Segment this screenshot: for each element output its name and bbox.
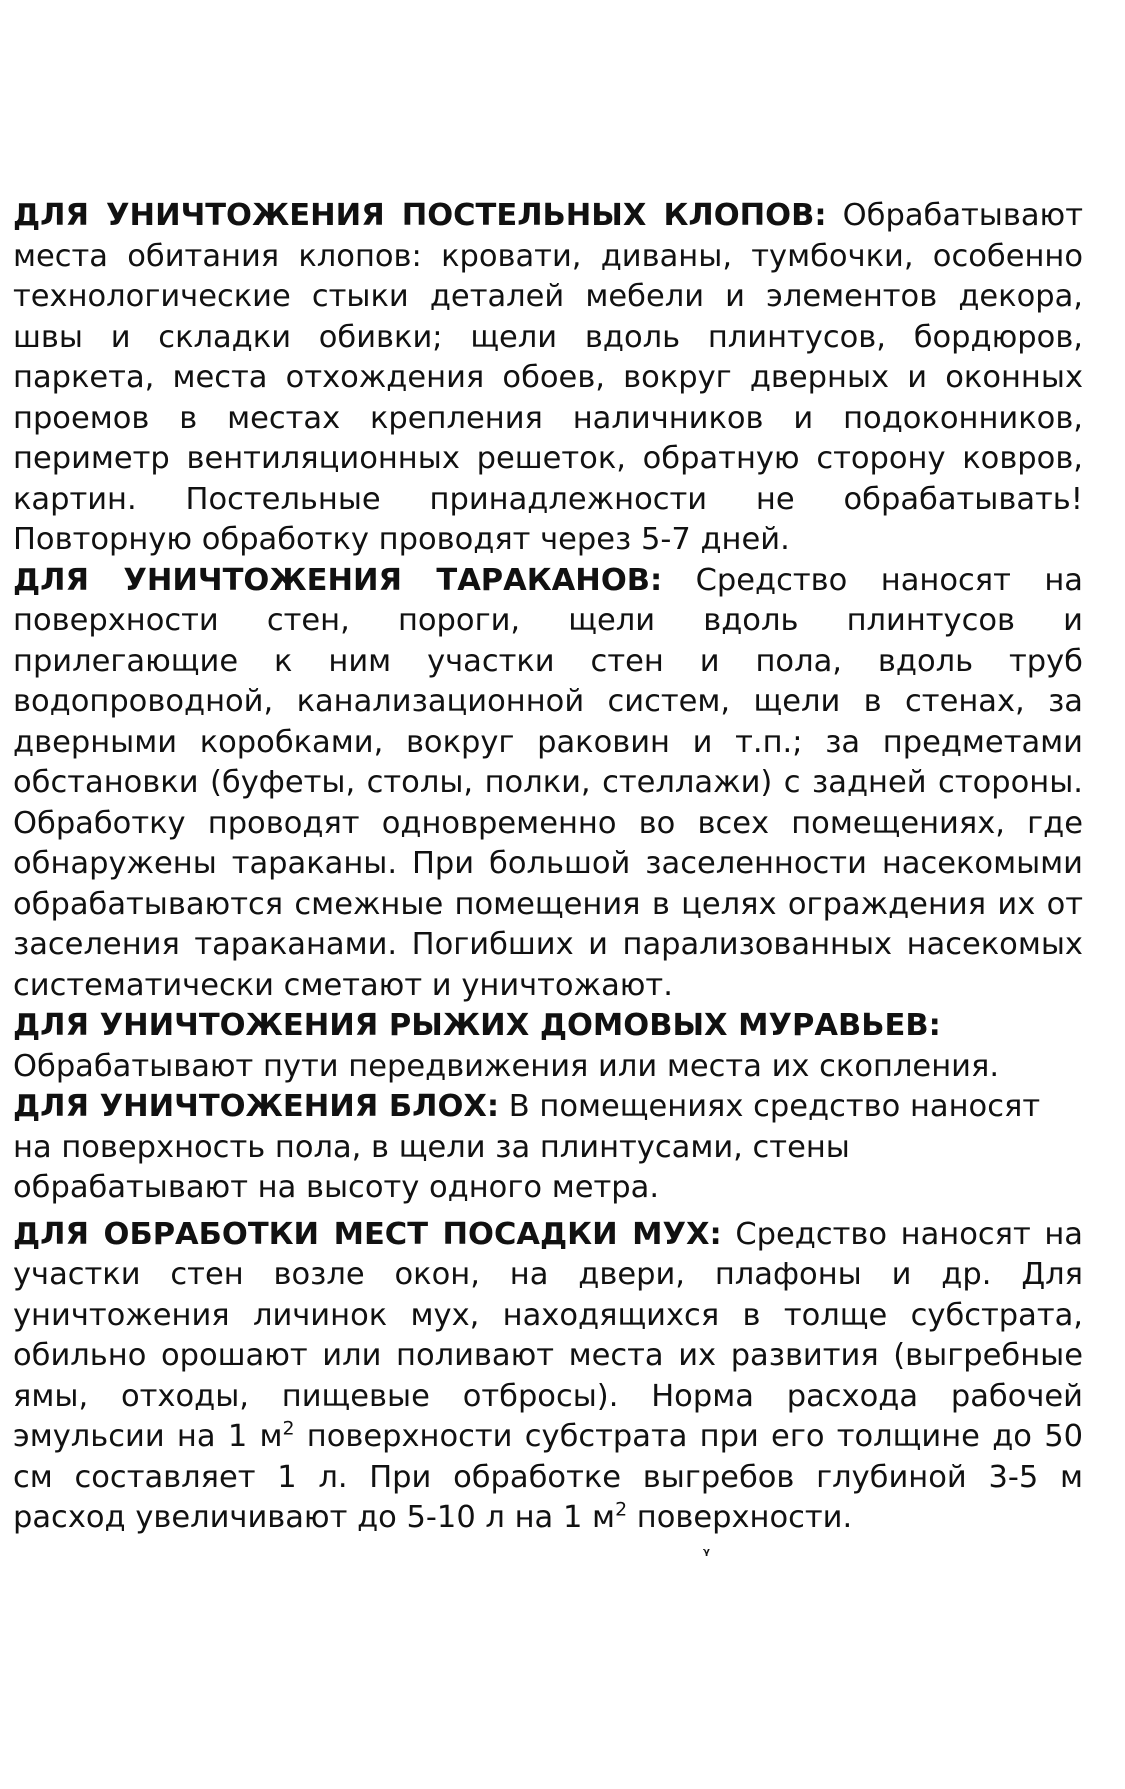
section-text-part-c: поверхности.	[627, 1500, 853, 1535]
section-heading: ДЛЯ УНИЧТОЖЕНИЯ ТАРАКАНОВ:	[13, 562, 663, 598]
section-text-part-b: поверхности субстрата при его толщине до 50 см составляет 1 л. При обработке выгребов глубиной 3-5 м расход увеличивают до 5-10 л на 1 м	[13, 1419, 1084, 1535]
section-text: В помещениях средство наносят на поверхность пола, в щели за плинтусами, стены обрабатывают на высоту одного метра.	[13, 1089, 1041, 1205]
section-text: Обрабатывают пути передвижения или места их скопления.	[13, 1048, 1000, 1084]
section-fleas	[13, 1087, 1083, 1209]
superscript-square: 2	[282, 1417, 295, 1440]
section-heading: ДЛЯ ОБРАБОТКИ МЕСТ ПОСАДКИ МУХ:	[13, 1216, 722, 1252]
section-cockroaches	[13, 561, 1083, 1007]
section-text: Обрабатывают места обитания клопов: кровати, диваны, тумбочки, особенно технологические стыки деталей мебели и элементов декора, швы и складки обивки; щели вдоль плинтусов, бордюров, паркета, места отхождения обоев, вокруг дверных и оконных проемов в местах крепления наличников и подоконников, периметр вентиляционных решеток, обратную сторону ковров, картин. Постельные принадлежности не обрабатывать! Повторную обработку проводят через 5-7 дней.	[13, 198, 1083, 557]
section-text: Средство наносят на поверхности стен, пороги, щели вдоль плинтусов и прилегающие к ним участки стен и пола, вдоль труб водопроводной, канализационной систем, щели в стенах, за дверными коробками, вокруг раковин и т.п.; за предметами обстановки (буфеты, столы, полки, стеллажи) с задней стороны. Обработку проводят одновременно во всех помещениях, где обнаружены тараканы. При большой заселенности насекомыми обрабатываются смежные помещения в целях ограждения их от заселения тараканами. Погибших и парализованных насекомых систематически сметают и уничтожают.	[13, 562, 1083, 1003]
instructions-document	[13, 196, 1083, 1539]
section-ants	[13, 1006, 1083, 1087]
section-flies	[13, 1215, 1083, 1539]
section-heading: ДЛЯ УНИЧТОЖЕНИЯ РЫЖИХ ДОМОВЫХ МУРАВЬЕВ:	[13, 1008, 941, 1043]
stray-mark: ᵧ	[703, 1539, 710, 1558]
section-heading: ДЛЯ УНИЧТОЖЕНИЯ ПОСТЕЛЬНЫХ КЛОПОВ:	[13, 198, 827, 233]
section-text-part-a: Средство наносят на участки стен возле окон, на двери, плафоны и др. Для уничтожения личинок мух, находящихся в толще субстрата, обильно орошают или поливают места их развития (выгребные ямы, отходы, пищевые отбросы). Норма расхода рабочей эмульсии на 1 м	[13, 1216, 1083, 1454]
superscript-square: 2	[615, 1498, 628, 1521]
section-bedbugs	[13, 196, 1083, 561]
section-heading: ДЛЯ УНИЧТОЖЕНИЯ БЛОХ:	[13, 1089, 500, 1124]
